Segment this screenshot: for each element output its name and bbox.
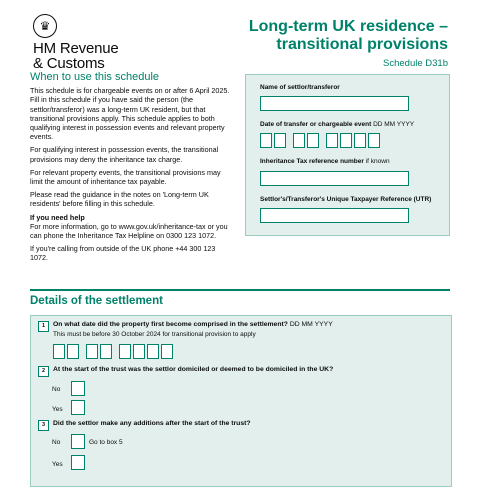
utr-field[interactable] bbox=[260, 208, 409, 223]
date-digit[interactable] bbox=[100, 344, 112, 359]
settlor-details-panel bbox=[245, 74, 450, 236]
settlement-questions bbox=[30, 315, 452, 487]
title-line-1: Long-term UK residence – bbox=[248, 18, 448, 35]
brand-line-2: & Customs bbox=[33, 55, 105, 72]
date-digit[interactable] bbox=[340, 133, 352, 148]
question-3-text: Did the settlor make any additions after the start of the trust? bbox=[53, 420, 251, 427]
question-1-subtext: This must be before 30 October 2024 for transitional provision to apply bbox=[53, 331, 256, 338]
date-digit[interactable] bbox=[161, 344, 173, 359]
settlement-date-field[interactable] bbox=[53, 344, 175, 359]
name-field[interactable] bbox=[260, 96, 409, 111]
question-3-yes-checkbox[interactable] bbox=[71, 455, 85, 470]
question-1-label: On what date did the property first become comprised in the settlement? bbox=[53, 321, 288, 328]
form-title bbox=[249, 18, 448, 54]
question-1-format: DD MM YYYY bbox=[289, 321, 333, 328]
date-format: DD MM YYYY bbox=[373, 121, 415, 128]
iht-label bbox=[260, 158, 390, 165]
option-yes: Yes bbox=[52, 461, 63, 468]
brand-line-1: HM Revenue bbox=[33, 40, 119, 57]
date-digit[interactable] bbox=[260, 133, 272, 148]
intro-p2: For qualifying interest in possession events, the transitional provisions may deny the inheritance tax charge. bbox=[30, 145, 219, 164]
intro-heading: When to use this schedule bbox=[30, 71, 160, 83]
option-yes: Yes bbox=[52, 406, 63, 413]
name-label: Name of settlor/transferor bbox=[260, 84, 340, 91]
date-field[interactable] bbox=[260, 133, 382, 148]
question-2-no-checkbox[interactable] bbox=[71, 381, 85, 396]
date-digit[interactable] bbox=[147, 344, 159, 359]
date-digit[interactable] bbox=[133, 344, 145, 359]
goto-instruction: Go to box 5 bbox=[89, 439, 123, 446]
title-line-2: transitional provisions bbox=[276, 36, 448, 53]
date-digit[interactable] bbox=[53, 344, 65, 359]
intro-p4: Please read the guidance in the notes on 'Long-term UK residents' before filling in this schedule. bbox=[30, 190, 209, 209]
option-no: No bbox=[52, 439, 61, 446]
date-label-text: Date of transfer or chargeable event bbox=[260, 121, 372, 128]
iht-label-text: Inheritance Tax reference number bbox=[260, 158, 364, 165]
intro-section bbox=[30, 73, 235, 267]
help-heading: If you need help bbox=[30, 212, 85, 222]
section-rule bbox=[30, 289, 450, 291]
intro-p3: For relevant property events, the transitional provisions may limit the amount of inheritance tax payable. bbox=[30, 167, 221, 187]
intro-p1: This schedule is for chargeable events on or after 6 April 2025. Fill in this schedule if you have said the person (the settlor/transferor) was a long-term UK resident, but that transitional provisions apply. This schedule applies to both qualifying interest in possession events and relevant property events. bbox=[30, 86, 230, 142]
question-1-text bbox=[53, 321, 333, 328]
date-digit[interactable] bbox=[119, 344, 131, 359]
section-title: Details of the settlement bbox=[30, 295, 163, 307]
iht-note: if known bbox=[365, 158, 390, 165]
date-digit[interactable] bbox=[326, 133, 338, 148]
help-text-2: If you're calling from outside of the UK phone +44 300 123 1072. bbox=[30, 244, 216, 263]
date-digit[interactable] bbox=[67, 344, 79, 359]
date-label bbox=[260, 121, 414, 128]
iht-reference-field[interactable] bbox=[260, 171, 409, 186]
date-digit[interactable] bbox=[307, 133, 319, 148]
question-2-yes-checkbox[interactable] bbox=[71, 400, 85, 415]
question-number: 1 bbox=[38, 321, 49, 332]
question-number: 2 bbox=[38, 366, 49, 377]
question-3-no-checkbox[interactable] bbox=[71, 434, 85, 449]
utr-label: Settlor's/Transferor's Unique Taxpayer Reference (UTR) bbox=[260, 196, 432, 203]
date-digit[interactable] bbox=[368, 133, 380, 148]
date-digit[interactable] bbox=[86, 344, 98, 359]
hmrc-logo bbox=[33, 14, 153, 71]
schedule-code: Schedule D31b bbox=[383, 58, 448, 69]
date-digit[interactable] bbox=[293, 133, 305, 148]
crown-crest-icon: ♛ bbox=[33, 14, 57, 38]
option-no: No bbox=[52, 386, 61, 393]
help-text-1: For more information, go to www.gov.uk/inheritance-tax or you can phone the Inheritance Tax Helpline on 0300 123 1072. bbox=[30, 221, 228, 241]
date-digit[interactable] bbox=[354, 133, 366, 148]
question-number: 3 bbox=[38, 420, 49, 431]
date-digit[interactable] bbox=[274, 133, 286, 148]
question-2-text: At the start of the trust was the settlor domiciled or deemed to be domiciled in the UK? bbox=[53, 366, 334, 373]
